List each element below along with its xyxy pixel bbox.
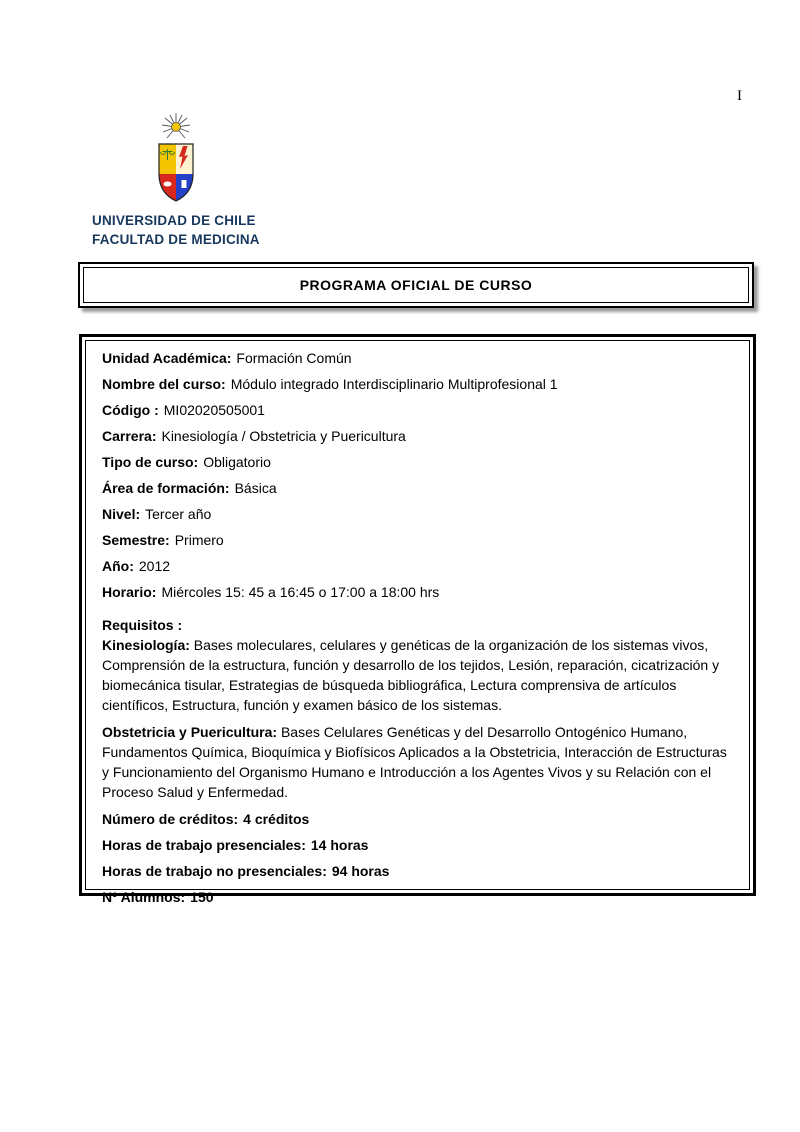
field-value: Miércoles 15: 45 a 16:45 o 17:00 a 18:00 hrs xyxy=(161,584,440,600)
requisitos-kinesiologia-label: Kinesiología: xyxy=(102,637,190,653)
field-value: MI02020505001 xyxy=(163,402,265,418)
course-info-box xyxy=(79,334,756,905)
field-label: Número de créditos: xyxy=(102,811,239,827)
requisitos-kinesiologia-text: Bases moleculares, celulares y genéticas de la organización de los sistemas vivos, Comprensión de la estructura, función y desarrollo de los tejidos, Lesión, reparación, cicatrización y biomecánica tisular, Estrategias de búsqueda bibliográfica, Lectura comprensiva de artículos científicos, Estructura, función y examen básico de los sistemas. xyxy=(102,637,720,713)
field-num-alumnos xyxy=(102,888,733,907)
field-label: Nivel: xyxy=(102,506,141,522)
field-codigo xyxy=(102,401,733,420)
page-number: I xyxy=(737,88,742,104)
field-value: Formación Común xyxy=(236,350,352,366)
field-label: Horas de trabajo no presenciales: xyxy=(102,863,327,879)
field-value: Tercer año xyxy=(145,506,212,522)
field-label: Unidad Académica: xyxy=(102,350,232,366)
field-label: Nombre del curso: xyxy=(102,376,226,392)
field-label: Carrera: xyxy=(102,428,157,444)
field-horas-no-presenciales xyxy=(102,862,733,881)
field-label: Tipo de curso: xyxy=(102,454,199,470)
field-numero-creditos xyxy=(102,810,733,829)
field-value: 150 xyxy=(190,889,214,905)
university-name: UNIVERSIDAD DE CHILE xyxy=(92,213,256,228)
field-label: Código : xyxy=(102,402,159,418)
field-value: Básica xyxy=(234,480,277,496)
field-label: Año: xyxy=(102,558,134,574)
field-value: 2012 xyxy=(138,558,171,574)
field-horario xyxy=(102,583,733,602)
field-ano xyxy=(102,557,733,576)
field-semestre xyxy=(102,531,733,550)
requisitos-obstetricia-label: Obstetricia y Puericultura: xyxy=(102,724,278,740)
field-value: Obligatorio xyxy=(203,454,271,470)
document-title: PROGRAMA OFICIAL DE CURSO xyxy=(83,267,749,303)
field-value: Módulo integrado Interdisciplinario Multiprofesional 1 xyxy=(230,376,558,392)
field-label: Área de formación: xyxy=(102,480,230,496)
field-value: 14 horas xyxy=(310,837,369,853)
field-nivel xyxy=(102,505,733,524)
document-title-box xyxy=(78,262,754,308)
field-value: Kinesiología / Obstetricia y Puericultura xyxy=(161,428,406,444)
field-value: 94 horas xyxy=(331,863,390,879)
field-nombre-curso xyxy=(102,375,733,394)
field-horas-presenciales xyxy=(102,836,733,855)
requisitos-obstetricia xyxy=(102,722,733,802)
field-value: Primero xyxy=(174,532,224,548)
requisitos-heading: Requisitos : xyxy=(102,617,183,633)
requisitos-kinesiologia xyxy=(102,635,733,715)
field-label: Horario: xyxy=(102,584,157,600)
field-carrera xyxy=(102,427,733,446)
field-label: Nº Alumnos: xyxy=(102,889,186,905)
faculty-name: FACULTAD DE MEDICINA xyxy=(92,232,260,247)
field-label: Semestre: xyxy=(102,532,170,548)
field-value: 4 créditos xyxy=(243,811,310,827)
institution-header xyxy=(92,211,260,249)
field-tipo-curso xyxy=(102,453,733,472)
course-info-content xyxy=(85,340,750,905)
requisitos-obstetricia-text: Bases Celulares Genéticas y del Desarrollo Ontogénico Humano, Fundamentos Química, Bioquímica y Biofísicos Aplicados a la Obstetricia, Interacción de Estructuras y Funcionamiento del Organismo Humano e Introducción a los Agentes Vivos y su Relación con el Proceso Salud y Enfermedad. xyxy=(102,724,727,800)
university-crest-logo xyxy=(146,112,206,208)
field-area-formacion xyxy=(102,479,733,498)
field-unidad-academica xyxy=(102,349,733,368)
field-label: Horas de trabajo presenciales: xyxy=(102,837,306,853)
